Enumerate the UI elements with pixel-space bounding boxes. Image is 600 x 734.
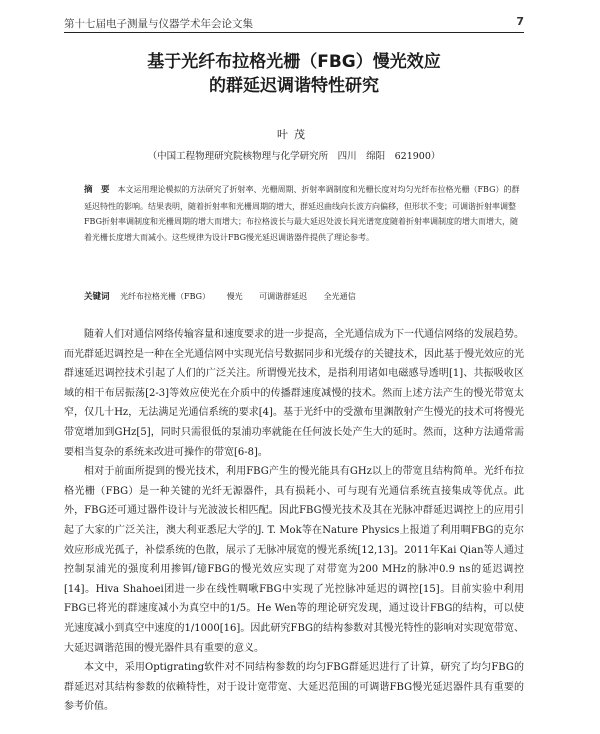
paper-title <box>64 50 524 98</box>
abstract-text: 本文运用理论模拟的方法研究了折射率、光栅周期、折射率调制度和光栅长度对均匀光纤布拉格光栅（FBG）的群延迟特性的影响。结果表明，随着折射率和光栅周期的增大，群延迟曲线向长波方向偏移，但形状不变；可调谐折射率调整FBG折射率调制度和光栅周期的增大而增大；布拉格波长与最大延迟处波长间光谱宽度随着折射率调制度的增大而增大，随着光栅长度增大而减小。这些规律为设计FBG慢光延迟调谐器件提供了理论参考。 <box>84 185 520 242</box>
keyword: 光纤布拉格光栅（FBG） <box>120 292 211 301</box>
abstract-block <box>84 182 524 245</box>
keyword: 可调谐群延迟 <box>259 292 308 301</box>
body-text <box>64 325 524 717</box>
body-paragraph: 相对于前面所提到的慢光技术，利用FBG产生的慢光能具有GHz以上的带宽且结构简单。光纤布拉格光栅（FBG）是一种关键的光纤无源器件，具有损耗小、可与现有光通信系统直接集成等优点。此外，FBG还可通过器件设计与光波波长相匹配。因此FBG慢光技术及其在光脉冲群延迟调控上的应用引起了大家的广泛关注，澳大利亚悉尼大学的J. T. Mok等在Nature Physics上报道了利用啁FBG的克尔效应形成光孤子，补偿系统的色散，展示了无脉冲展宽的慢光系统[12,13]。2011年Kai Qian等人通过控制泵浦光的强度利用掺铒/镱FBG的慢光效应实现了对带宽为200 MHz的脉冲0.9 ns的延迟调控[14]。Hiva Shahoei团进一步在线性啁啾FBG中实现了光控脉冲延迟的调控[15]。目前实验中利用FBG已将光的群速度减小为真空中的1/5。He Wen等的理论研究发现，通过设计FBG的结构，可以使光速度减小到真空中速度的1/1000[16]。因此研究FBG的结构参数对其慢光特性的影响对实现宽带宽、大延迟调谐范围的慢光器件具有重要的意义。 <box>64 466 524 654</box>
body-paragraph: 本文中，采用Optigrating软件对不同结构参数的均匀FBG群延迟进行了计算，研究了均匀FBG的群延迟对其结构参数的依赖特性，对于设计宽带宽、大延迟范围的可调谐FBG慢光延迟器件具有重要的参考价值。 <box>64 662 524 713</box>
proceedings-title: 第十七届电子测量与仪器学术年会论文集 <box>64 18 253 30</box>
page-number: 7 <box>516 15 524 28</box>
keyword: 全光通信 <box>323 292 356 301</box>
title-line-2: 的群延迟调谐特性研究 <box>209 76 379 96</box>
keywords-label: 关键词 <box>84 292 110 302</box>
keyword: 慢光 <box>226 292 243 301</box>
running-header <box>64 14 524 33</box>
body-paragraph: 随着人们对通信网络传输容量和速度要求的进一步提高，全光通信成为下一代通信网络的发展趋势。而光群延迟调控是一种在全光通信网中实现光信号数据同步和光缓存的关键技术，因此基于慢光效应的光群速延迟调控技术引起了人们的广泛关注。所谓慢光技术，是指利用诸如电磁感导透明[1]、共振吸收区域的相干布居振荡[2-3]等效应使光在介质中的传播群速度减慢的技术。然而上述方法产生的慢光带宽太窄，仅几十Hz，无法满足光通信系统的要求[4]。基于光纤中的受激布里渊散射产生慢光的技术可将慢光带宽增加到GHz[5]，同时只需很低的泵浦功率就能在任何波长处产生大的延时。然而，这种方法通常需要相当复杂的系统来改进可操作的带宽[6-8]。 <box>64 329 524 458</box>
abstract-label: 摘 要 <box>84 185 110 195</box>
author-affiliation: （中国工程物理研究院核物理与化学研究所 四川 绵阳 621900） <box>147 151 441 162</box>
title-line-1: 基于光纤布拉格光栅（FBG）慢光效应 <box>147 52 441 72</box>
author-name: 叶茂 <box>277 128 311 141</box>
keywords-block <box>84 290 524 304</box>
